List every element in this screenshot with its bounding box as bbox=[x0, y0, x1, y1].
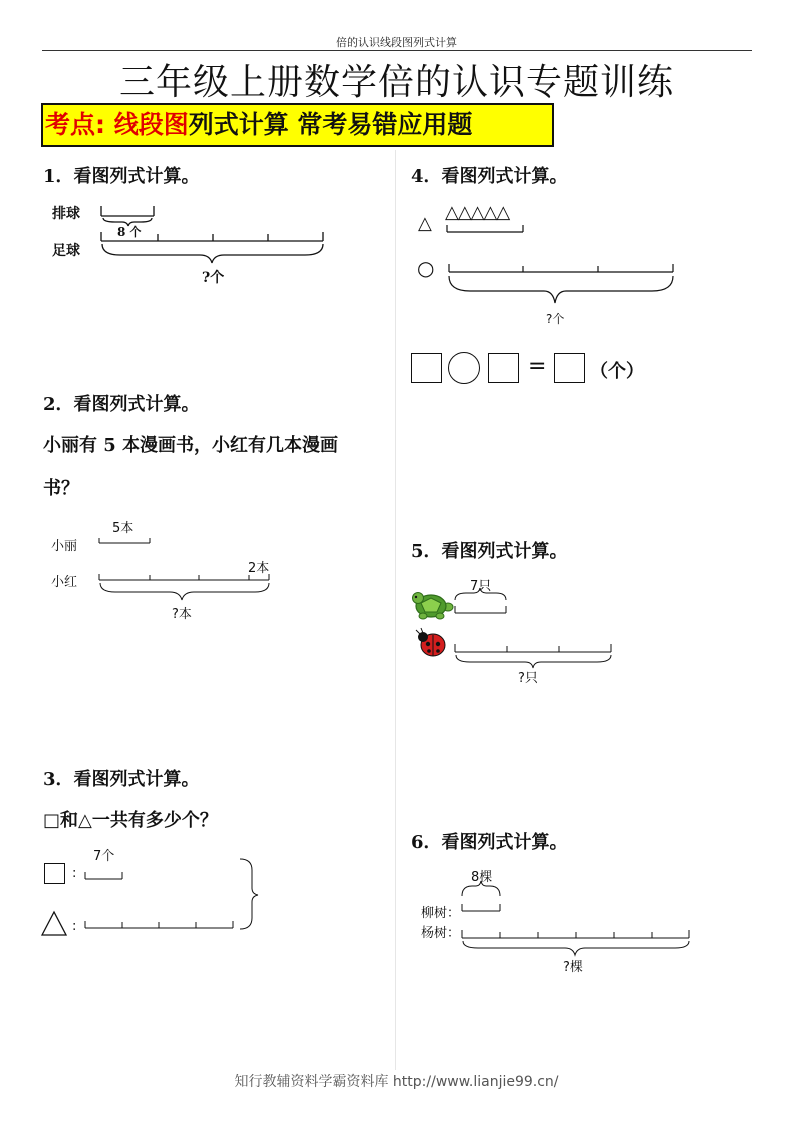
q2-unknown-label: ?本 bbox=[172, 607, 192, 622]
q2-text-line2: 书？ bbox=[43, 478, 79, 499]
equals-sign: = bbox=[528, 354, 547, 379]
q4-triangles-row: △△△△△ bbox=[445, 202, 510, 223]
q3-question-text: □和△一共有多少个？ bbox=[43, 810, 218, 831]
q5-unknown-label: ?只 bbox=[518, 671, 538, 686]
q1-heading: 1．看图列式计算。 bbox=[43, 166, 200, 187]
q1-unknown-label: ?个 bbox=[202, 270, 225, 286]
q6-heading: 6．看图列式计算。 bbox=[411, 832, 568, 853]
q2-label-xiaoli: 小丽 bbox=[51, 539, 78, 554]
q6-unknown-label: ?棵 bbox=[563, 960, 583, 975]
q4-heading: 4．看图列式计算。 bbox=[411, 166, 568, 187]
q1-label-volleyball: 排球 bbox=[52, 206, 80, 222]
answer-unit: （个） bbox=[590, 361, 644, 382]
q2-heading: 2．看图列式计算。 bbox=[43, 394, 200, 415]
page-title: 三年级上册数学倍的认识专题训练 bbox=[118, 62, 674, 103]
q6-amount-label: 8棵 bbox=[471, 870, 493, 885]
q5-amount-label: 7只 bbox=[470, 579, 492, 594]
q3-colon-b: : bbox=[72, 919, 77, 934]
page-header: 倍的认识线段图列式计算 bbox=[336, 36, 457, 49]
q3-colon-a: : bbox=[72, 866, 77, 881]
q1-label-football: 足球 bbox=[52, 243, 80, 259]
q3-amount-label: 7个 bbox=[93, 849, 115, 864]
q6-label-willow: 柳树： bbox=[421, 906, 461, 921]
q4-circle-label: ○ bbox=[417, 256, 435, 280]
page-footer: 知行教辅资料学霸资料库 http://www.lianjie99.cn/ bbox=[234, 1074, 559, 1090]
q2-label-xiaohong: 小红 bbox=[51, 575, 78, 590]
q3-heading: 3．看图列式计算。 bbox=[43, 769, 200, 790]
q5-heading: 5．看图列式计算。 bbox=[411, 541, 568, 562]
q4-unknown-label: ?个 bbox=[546, 312, 565, 326]
q2-text-line1: 小丽有 5 本漫画书，小红有几本漫画 bbox=[43, 435, 339, 456]
q2-extra-label: 2本 bbox=[248, 561, 270, 576]
banner-topic: 考点: 线段图 bbox=[45, 110, 189, 139]
banner-subtitle: 列式计算 常考易错应用题 bbox=[188, 110, 473, 139]
q2-amount-label: 5本 bbox=[112, 521, 134, 536]
q4-triangle-label: △ bbox=[418, 213, 432, 234]
q1-amount-label: 8 个 bbox=[117, 225, 142, 239]
q6-label-poplar: 杨树： bbox=[421, 926, 461, 941]
